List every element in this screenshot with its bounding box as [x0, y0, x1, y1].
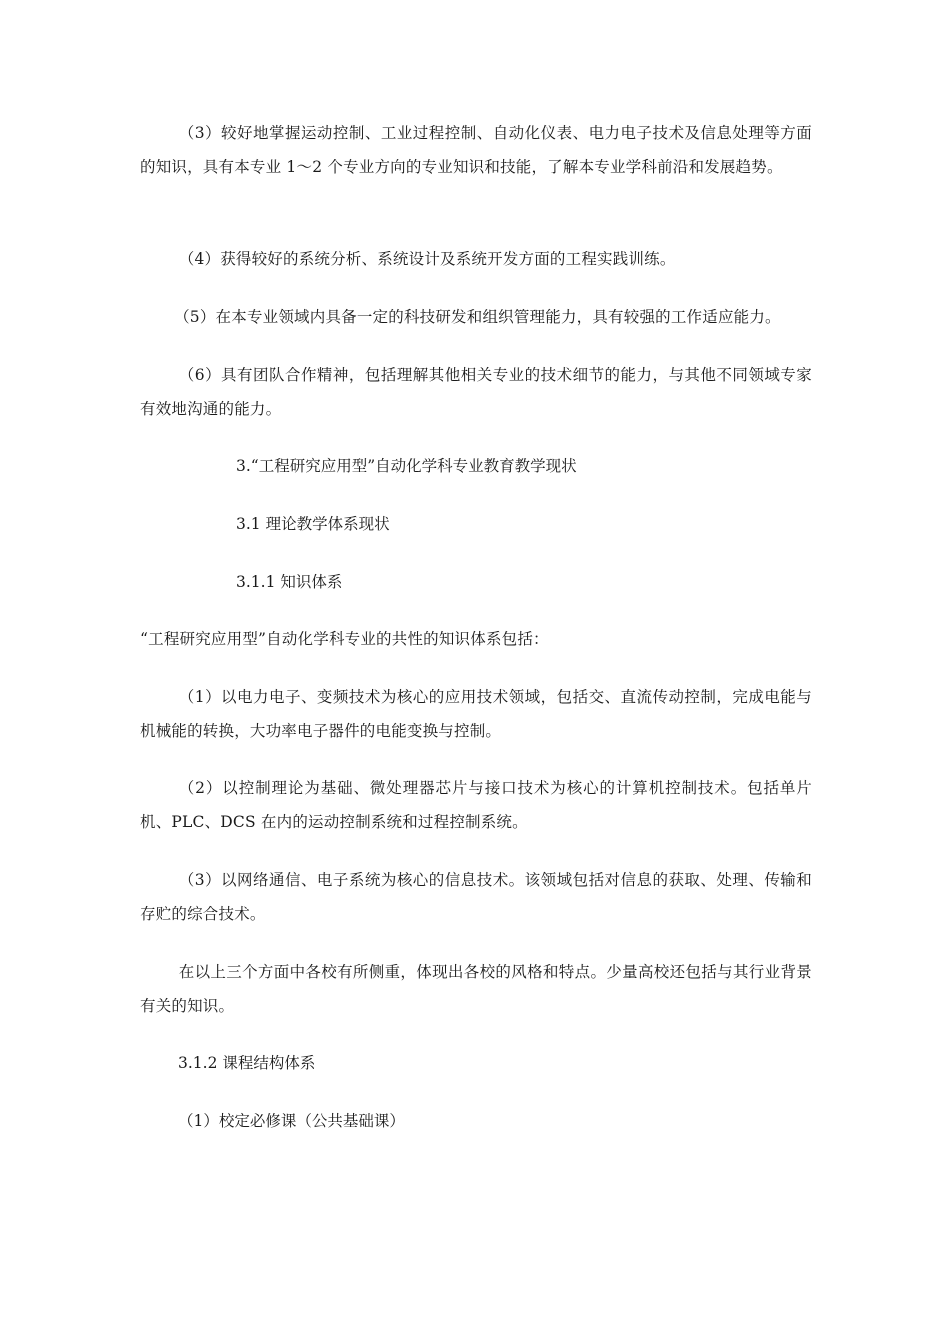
- section-heading-3-1: 3.1 理论教学体系现状: [236, 515, 390, 533]
- paragraph-ability-3: （3）较好地掌握运动控制、工业过程控制、自动化仪表、电力电子技术及信息处理等方面的知识，具有本专业 1～2 个专业方向的专业知识和技能，了解本专业学科前沿和发展趋势。: [140, 124, 812, 176]
- paragraph-ability-5: （5）在本专业领域内具备一定的科技研发和组织管理能力，具有较强的工作适应能力。: [174, 308, 781, 326]
- paragraph-knowledge-1: （1）以电力电子、变频技术为核心的应用技术领域，包括交、直流传动控制，完成电能与机械能的转换，大功率电子器件的电能变换与控制。: [140, 688, 812, 740]
- section-heading-3-1-1: 3.1.1 知识体系: [236, 573, 343, 591]
- paragraph-course-1: （1）校定必修课（公共基础课）: [178, 1112, 405, 1130]
- section-heading-3-1-2: 3.1.2 课程结构体系: [178, 1054, 316, 1072]
- paragraph-knowledge-2: （2）以控制理论为基础、微处理器芯片与接口技术为核心的计算机控制技术。包括单片机、PLC、DCS 在内的运动控制系统和过程控制系统。: [140, 779, 812, 831]
- paragraph-knowledge-3: （3）以网络通信、电子系统为核心的信息技术。该领域包括对信息的获取、处理、传输和存贮的综合技术。: [140, 871, 812, 923]
- paragraph-ability-6: （6）具有团队合作精神，包括理解其他相关专业的技术细节的能力，与其他不同领域专家有效地沟通的能力。: [140, 366, 812, 418]
- paragraph-ability-4: （4）获得较好的系统分析、系统设计及系统开发方面的工程实践训练。: [178, 250, 676, 268]
- paragraph-knowledge-intro: “工程研究应用型”自动化学科专业的共性的知识体系包括：: [140, 630, 549, 648]
- paragraph-summary: 在以上三个方面中各校有所侧重，体现出各校的风格和特点。少量高校还包括与其行业背景有关的知识。: [140, 963, 812, 1015]
- section-heading-3: 3.“工程研究应用型”自动化学科专业教育教学现状: [236, 457, 577, 475]
